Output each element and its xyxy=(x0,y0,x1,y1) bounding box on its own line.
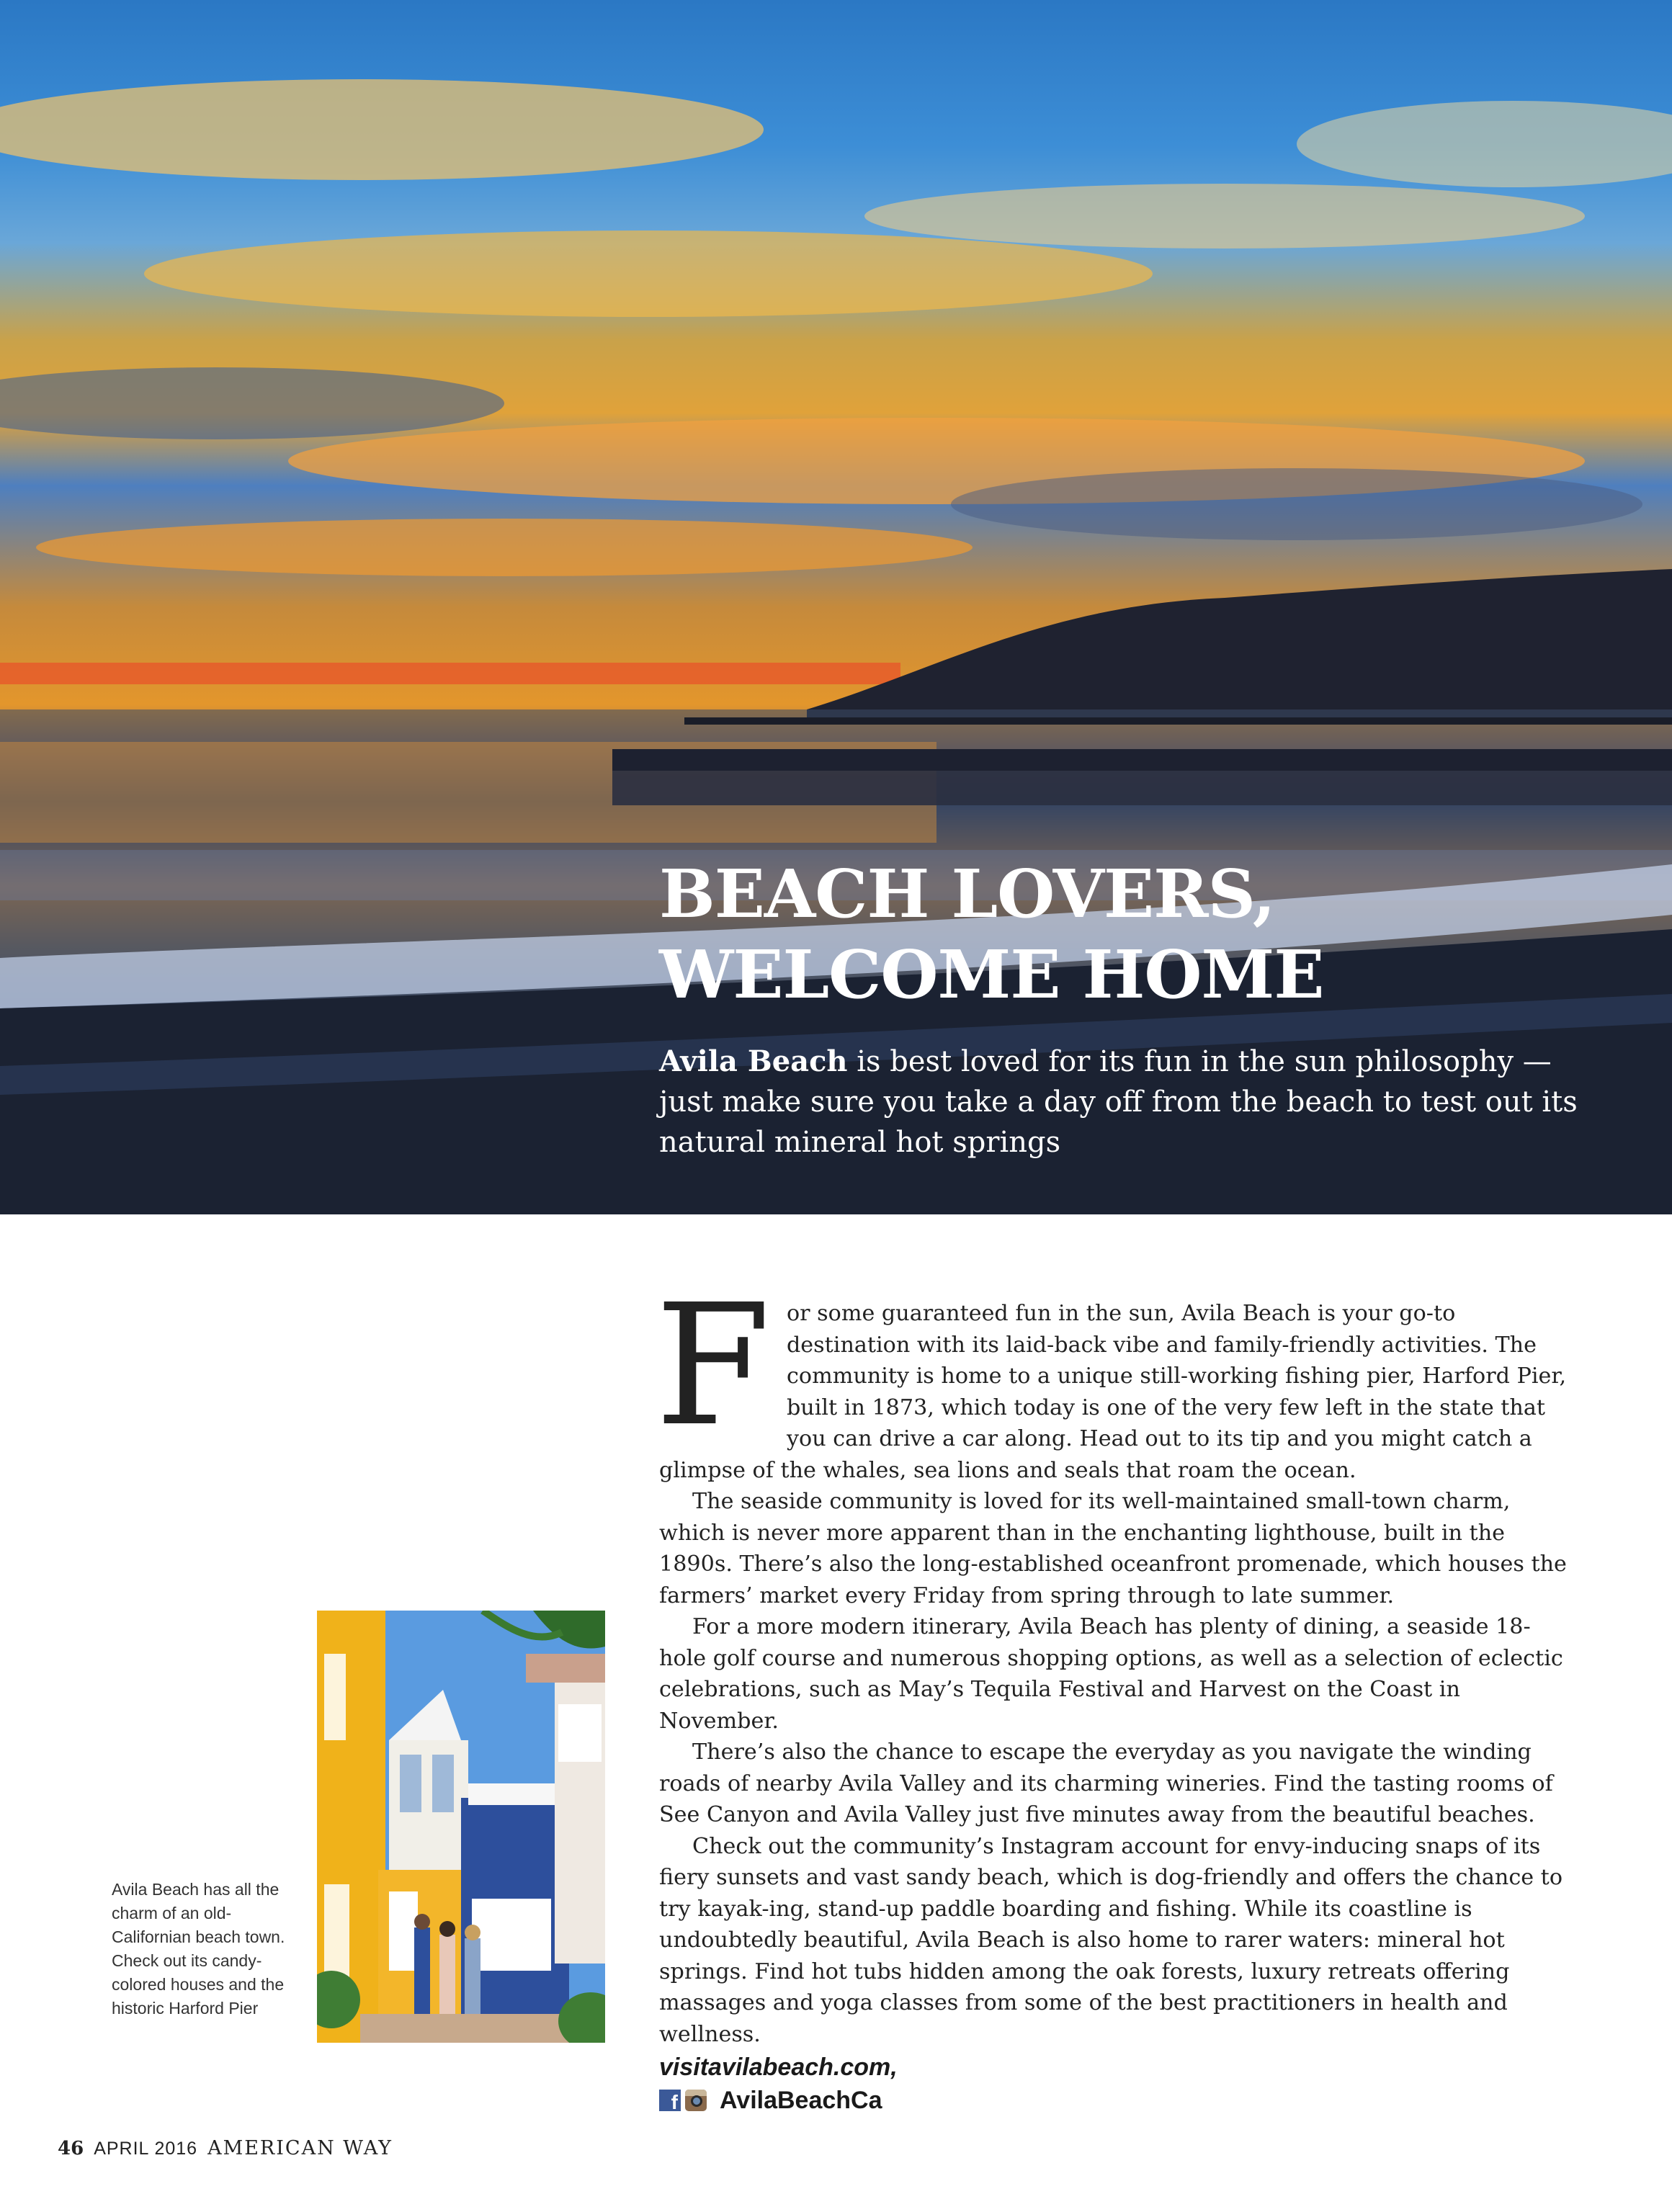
candy-colored-houses-illustration xyxy=(317,1611,605,2043)
beach-town-photo xyxy=(317,1611,605,2043)
drop-cap: F xyxy=(655,1268,771,1463)
article-paragraph-1-text: or some guaranteed fun in the sun, Avila Beach is your go-to destination with its laid-back vibe and family-friendly activities. The community is home to a unique still-working fishing pier, Harford Pier, built in 1873, which today is one of the very few left in the state that you can drive a car along. Head out to its tip and you might catch a glimpse of the whales, sea lions and seals that roam the ocean. xyxy=(659,1301,1567,1483)
headline-line-2: WELCOME HOME xyxy=(659,936,1324,1013)
social-row xyxy=(659,2086,1568,2115)
photo-caption: Avila Beach has all the charm of an old-Californian beach town. Check out its candy-colored houses and the historic Harford Pier xyxy=(112,1880,285,2018)
article-paragraph-5: Check out the community’s Instagram account for envy-inducing snaps of its fiery sunsets and vast sandy beach, which is dog-friendly and offers the chance to try kayak-ing, stand-up paddle boarding and fishing. While its coastline is undoubtedly beautiful, Avila Beach is also home to rarer waters: mineral hot springs. Find hot tubs hidden among the oak forests, luxury retreats offering massages and yoga classes from some of the best practitioners in health and wellness. xyxy=(659,1833,1563,2047)
article-paragraph-2: The seaside community is loved for its well-maintained small-town charm, which is never more apparent than in the enchanting lighthouse, built in the 1890s. There’s also the long-established oceanfront promenade, which houses the farmers’ market every Friday from spring through to late summer. xyxy=(659,1489,1567,1608)
headline xyxy=(659,854,1596,1015)
social-handle[interactable]: AvilaBeachCa xyxy=(720,2087,882,2114)
magazine-name: AMERICAN WAY xyxy=(207,2137,393,2159)
deck-lead-bold: Avila Beach xyxy=(659,1044,848,1078)
headline-line-1: BEACH LOVERS, xyxy=(659,855,1275,933)
deck-subtitle xyxy=(659,1042,1581,1163)
article-paragraph-4: There’s also the chance to escape the everyday as you navigate the winding roads of nearby Avila Valley and its charming wineries. Find the tasting rooms of See Canyon and Avila Valley just five minutes away from the beautiful beaches. xyxy=(659,1739,1553,1827)
article-paragraph-1 xyxy=(655,1268,1568,1486)
deck-text: is best loved for its fun in the sun philosophy — just make sure you take a day off from the beach to test out its natural mineral hot springs xyxy=(659,1045,1578,1159)
article-body xyxy=(655,1268,1568,2115)
facebook-icon[interactable]: f xyxy=(659,2090,681,2111)
page-number: 46 xyxy=(58,2138,84,2159)
article-paragraph-3: For a more modern itinerary, Avila Beach has plenty of dining, a seaside 18-hole golf course and numerous shopping options, as well as a selection of eclectic celebrations, such as May’s Tequila Festival and Harvest on the Coast in November. xyxy=(659,1614,1563,1734)
page-footer xyxy=(58,2137,393,2159)
instagram-icon[interactable] xyxy=(685,2090,707,2111)
issue-date: APRIL 2016 xyxy=(94,2139,198,2159)
website-link[interactable]: visitavilabeach.com, xyxy=(659,2054,898,2081)
